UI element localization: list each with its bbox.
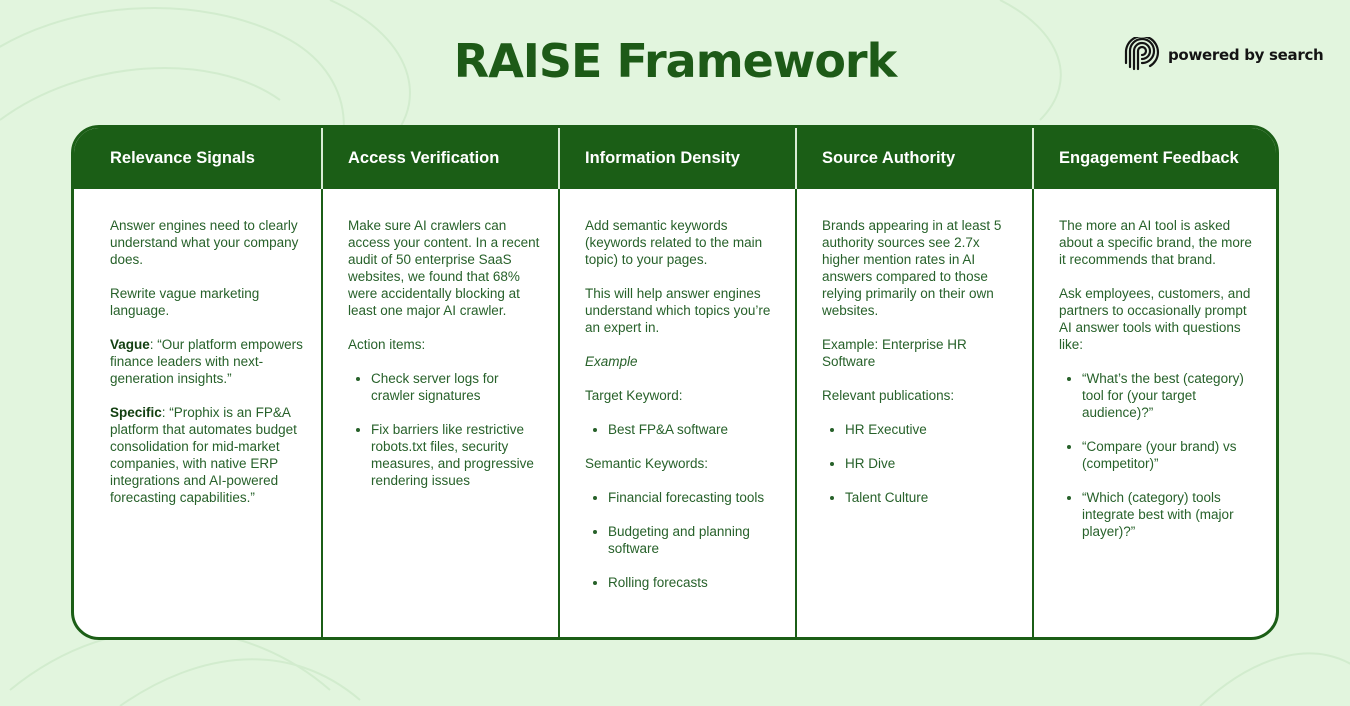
list-item: • Talent Culture [845, 489, 1018, 506]
target-keyword-list [585, 421, 781, 438]
column-relevance-signals [74, 128, 323, 637]
paragraph: This will help answer engines understand which topics you’re an expert in. [585, 286, 771, 335]
questions-list [1059, 370, 1262, 540]
column-body [797, 189, 1032, 637]
column-body [1034, 189, 1276, 637]
specific-text: : “Prophix is an FP&A platform that automates budget consolidation for mid-market companies, with native ERP integrations and AI-powered forecasting capabilities.” [110, 405, 297, 505]
vague-example [110, 336, 307, 387]
column-body [74, 189, 321, 637]
list-item: • Check server logs for crawler signatures [371, 370, 544, 404]
page-title: RAISE Framework [453, 34, 897, 88]
list-item: • HR Executive [845, 421, 1018, 438]
column-header: Source Authority [797, 128, 1034, 189]
column-access-verification [323, 128, 560, 637]
column-header: Engagement Feedback [1034, 128, 1276, 189]
semantic-keyword-list [585, 489, 781, 591]
spiral-p-logo-icon [1124, 37, 1160, 73]
column-engagement-feedback [1034, 128, 1276, 637]
framework-table [71, 125, 1279, 640]
vague-label: Vague [110, 337, 150, 352]
list-item: • Budgeting and planning software [608, 523, 781, 557]
paragraph: Rewrite vague marketing language. [110, 286, 260, 318]
paragraph: Make sure AI crawlers can access your content. In a recent audit of 50 enterprise SaaS websites, we found that 68% were accidentally blocking at least one major AI crawler. [348, 218, 540, 318]
paragraph: Target Keyword: [585, 388, 683, 403]
list-item: • Fix barriers like restrictive robots.txt files, security measures, and progressive rendering issues [371, 421, 544, 489]
specific-example [110, 404, 307, 506]
paragraph: Add semantic keywords (keywords related to the main topic) to your pages. [585, 218, 763, 267]
column-header: Relevance Signals [74, 128, 323, 189]
column-body [323, 189, 558, 637]
list-item: • Financial forecasting tools [608, 489, 781, 506]
list-item: • “Compare (your brand) vs (competitor)” [1082, 438, 1262, 472]
list-item: • Rolling forecasts [608, 574, 781, 591]
brand-logo-text: powered by search [1168, 46, 1324, 64]
specific-label: Specific [110, 405, 162, 420]
column-header: Access Verification [323, 128, 560, 189]
list-item: • HR Dive [845, 455, 1018, 472]
example-italic: Example [585, 354, 638, 369]
paragraph: Relevant publications: [822, 388, 955, 403]
paragraph: Brands appearing in at least 5 authority sources see 2.7x higher mention rates in AI answers compared to those relying primarily on their own websites. [822, 218, 1002, 318]
column-body [560, 189, 795, 637]
column-information-density [560, 128, 797, 637]
brand-logo [1124, 37, 1323, 73]
paragraph: Action items: [348, 337, 426, 352]
action-items-list [348, 370, 544, 489]
list-item: • “What’s the best (category) tool for (your target audience)?” [1082, 370, 1262, 421]
paragraph: The more an AI tool is asked about a specific brand, the more it recommends that brand. [1059, 218, 1252, 267]
publications-list [822, 421, 1018, 506]
paragraph: Semantic Keywords: [585, 456, 709, 471]
list-item: • “Which (category) tools integrate best with (major player)?” [1082, 489, 1262, 540]
example-label [585, 353, 781, 370]
list-item: • Best FP&A software [608, 421, 781, 438]
paragraph: Example: Enterprise HR Software [822, 337, 967, 369]
paragraph: Answer engines need to clearly understand what your company does. [110, 218, 299, 267]
paragraph: Ask employees, customers, and partners to occasionally prompt AI answer tools with questions like: [1059, 286, 1251, 352]
column-source-authority [797, 128, 1034, 637]
column-header: Information Density [560, 128, 797, 189]
vague-text: : “Our platform empowers finance leaders with next-generation insights.” [110, 337, 303, 386]
